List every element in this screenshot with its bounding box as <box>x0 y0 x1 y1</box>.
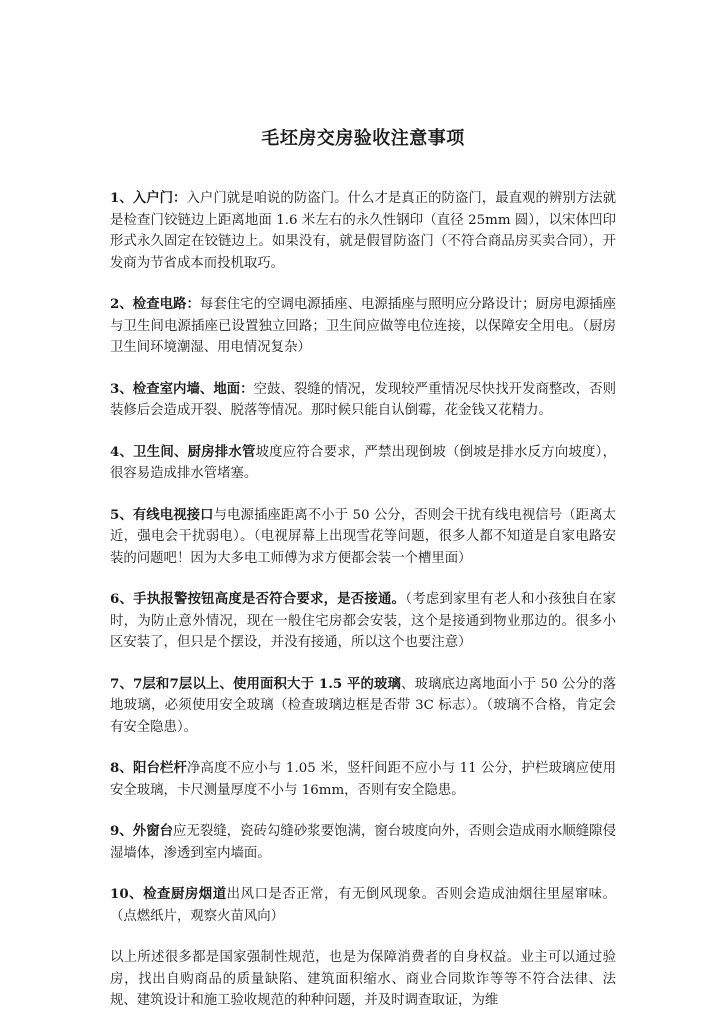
section-heading: 7、7层和7层以上、使用面积大于 1.5 平的玻璃 <box>110 675 402 692</box>
section-body: 净高度不应小与 1.05 米，竖杆间距不应小与 11 公分，护栏玻璃应使用安全玻璃，卡尺测量厚度不小与 16mm，否则有安全隐患。 <box>110 761 616 798</box>
section-heading: 4、卫生间、厨房排水管 <box>110 443 256 460</box>
section-body: 与电源插座距离不小于 50 公分，否则会干扰有线电视信号（距离太近，强电会干扰弱电）。（电视屏幕上出现雪花等问题，很多人都不知道是自家电路安装的问题吧！因为大多电工师傅为求方便都会装一个槽里面） <box>110 507 616 566</box>
closing-paragraph: 以上所述很多都是国家强制性规范，也是为保障消费者的自身权益。业主可以通过验房，找出自购商品的质量缺陷、建筑面积缩水、商业合同欺诈等等不符合法律、法规、建筑设计和施工验收规范的种种问题，并及时调查取证，为维 <box>110 950 616 1008</box>
section-cable-tv-outlet <box>110 505 616 570</box>
section-heading: 9、外窗台 <box>110 823 174 839</box>
section-heading: 6、手执报警按钮高度是否符合要求，是否接通。 <box>110 591 406 607</box>
section-heading: 1、入户门： <box>110 190 187 206</box>
section-heading: 3、检查室内墙、地面： <box>110 380 254 397</box>
section-safety-glass <box>110 674 616 739</box>
section-heading: 10、检查厨房烟道 <box>110 886 227 902</box>
section-entry-door <box>110 188 616 274</box>
section-body: 入户门就是咱说的防盗门。什么才是真正的防盗门，最直观的辨别方法就是检查门铰链边上距离地面 1.6 米左右的永久性钢印（直径 25mm 圆），以宋体凹印形式永久固定在铰链边上。如果没有，就是假冒防盗门（不符合商品房买卖合同），开发商为节省成本而投机取巧。 <box>110 191 616 271</box>
section-heading: 2、检查电路： <box>110 296 200 312</box>
section-body: 空鼓、裂缝的情况，发现较严重情况尽快找开发商整改，否则装修后会造成开裂、脱落等情况。那时候只能自认倒霉，花金钱又花精力。 <box>110 381 616 418</box>
section-body: 出风口是否正常，有无倒风现象。否则会造成油烟往里屋窜味。（点燃纸片，观察火苗风向） <box>110 887 616 924</box>
section-balcony-railing <box>110 758 616 801</box>
section-heading: 5、有线电视接口 <box>110 506 214 523</box>
section-body: 坡度应符合要求，严禁出现倒坡（倒坡是排水反方向坡度），很容易造成排水管堵塞。 <box>110 444 616 481</box>
document-title: 毛坯房交房验收注意事项 <box>261 128 465 149</box>
section-window-sill <box>110 821 616 864</box>
section-walls-floors <box>110 379 616 422</box>
section-body: 每套住宅的空调电源插座、电源插座与照明应分路设计；厨房电源插座与卫生间电源插座已设置独立回路；卫生间应做等电位连接，以保障安全用电。（厨房卫生间环境潮湿、用电情况复杂） <box>110 297 617 355</box>
section-alarm-button <box>110 589 616 654</box>
section-heading: 8、阳台栏杆 <box>110 760 187 776</box>
section-body: 应无裂缝，瓷砖勾缝砂浆要饱满，窗台坡度向外，否则会造成雨水顺缝隙侵湿墙体，渗透到室内墙面。 <box>110 824 616 861</box>
section-body: 、玻璃底边离地面小于 50 公分的落地玻璃，必须使用安全玻璃（检查玻璃边框是否带 3C 标志）。（玻璃不合格，肯定会有安全隐患）。 <box>110 676 616 735</box>
section-kitchen-flue <box>110 884 616 927</box>
section-drain-pipes <box>110 442 616 485</box>
section-electric-circuit <box>110 294 616 359</box>
section-body: （考虑到家里有老人和小孩独自在家时，为防止意外情况，现在一般住宅房都会安装，这个是接通到物业那边的。很多小区安装了，但只是个摆设，并没有接通，所以这个也要注意） <box>110 592 616 650</box>
